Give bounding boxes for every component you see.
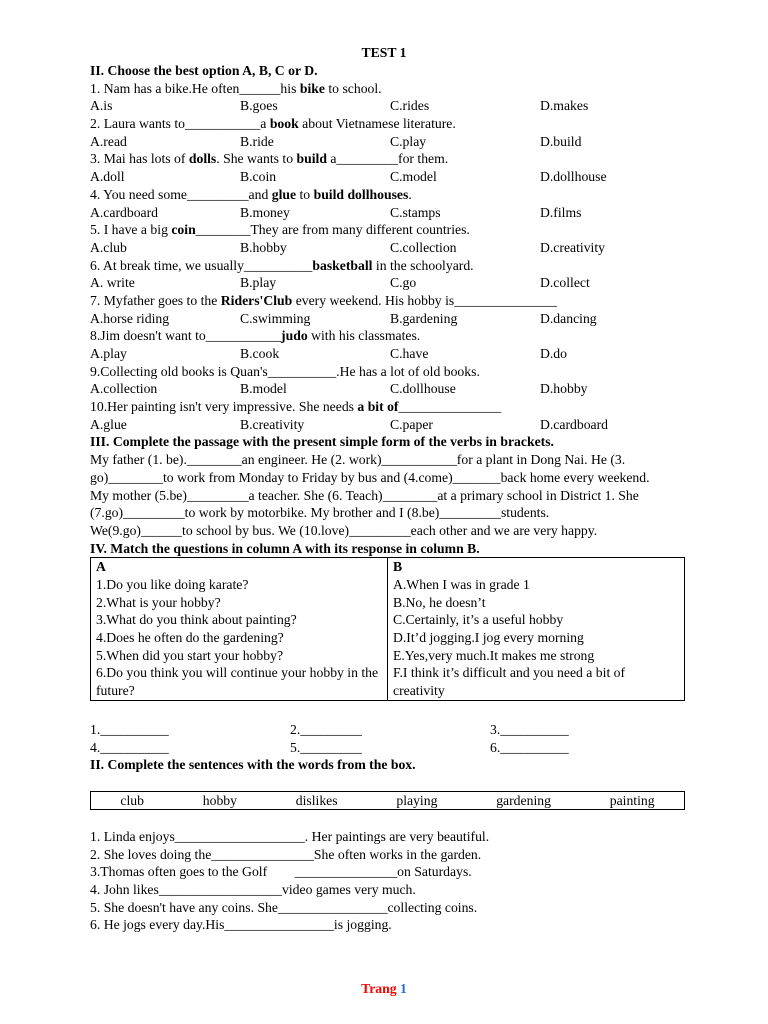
section-heading-wordbox: II. Complete the sentences with the words from the box. (90, 757, 416, 773)
column-a (91, 558, 388, 701)
option-row (90, 168, 710, 186)
response-item: E.Yes,very much.It makes me strong (393, 647, 595, 663)
answer-option: D.dancing (540, 310, 597, 326)
option-row (90, 310, 710, 328)
question-keyword: glue (271, 186, 297, 202)
sentence-item: 5. She doesn't have any coins. She________________collecting coins. (90, 899, 478, 915)
question-keyword: build dollhouses (313, 186, 409, 202)
answer-option: D.creativity (540, 239, 605, 255)
answer-option: B.cook (240, 346, 280, 361)
response-item: B.No, he doesn’t (393, 594, 486, 610)
question-text: 8.Jim doesn't want to___________ (90, 328, 282, 344)
answer-option: B.goes (240, 98, 278, 114)
question-item: 3.What do you think about painting? (96, 612, 297, 628)
worksheet-content (90, 62, 710, 934)
answer-option: A.glue (90, 416, 127, 432)
matching-table (90, 557, 685, 701)
word-box-item: painting (609, 792, 655, 808)
answer-blank: 5._________ (290, 739, 362, 755)
question-keyword: bike (299, 80, 325, 96)
column-b-header: B (393, 559, 403, 575)
answer-option: A.play (90, 346, 127, 361)
passage-line: We(9.go)______to school by bus. We (10.love)_________each other and we are very happy. (90, 522, 598, 538)
footer-page-number: 1 (400, 981, 407, 996)
matching-table-row (91, 558, 685, 701)
answer-option: C.collection (390, 239, 457, 255)
answer-option: A.is (90, 98, 113, 114)
option-row (90, 133, 710, 151)
question-item: 2.What is your hobby? (96, 594, 221, 610)
section-heading-choose: II. Choose the best option A, B, C or D. (90, 63, 318, 78)
footer-label: Trang (361, 981, 397, 996)
question-text: . (408, 186, 412, 202)
answer-blank: 6.__________ (490, 739, 569, 755)
answer-option: B.play (240, 275, 277, 291)
response-item: A.When I was in grade 1 (393, 576, 530, 592)
question-stem (90, 150, 710, 168)
response-item: C.Certainly, it’s a useful hobby (393, 612, 564, 628)
answer-option: A.cardboard (90, 204, 159, 220)
sentence-item: 6. He jogs every day.His________________is jogging. (90, 917, 392, 933)
question-text: to school. (324, 80, 382, 96)
answer-option: D.dollhouse (540, 169, 607, 185)
question-stem (90, 363, 710, 381)
question-keyword: build (296, 151, 327, 167)
answer-option: B.gardening (390, 310, 458, 326)
option-row (90, 345, 710, 363)
answer-option: D.cardboard (540, 416, 609, 432)
answer-row (90, 739, 710, 757)
answer-option: D.build (540, 133, 582, 149)
option-row (90, 97, 710, 115)
question-keyword: basketball (312, 257, 373, 273)
question-keyword: a bit of (357, 399, 399, 415)
question-item: 5.When did you start your hobby? (96, 647, 284, 663)
answer-blank: 2._________ (290, 721, 362, 737)
answer-option: A.collection (90, 381, 158, 397)
question-keyword: book (269, 116, 299, 132)
passage-line: go)________to work from Monday to Friday by bus and (4.come)_______back home every weekend. (90, 469, 650, 485)
question-stem (90, 398, 710, 416)
question-keyword: dolls (188, 151, 217, 167)
word-box (90, 791, 685, 810)
answer-option: D.hobby (540, 381, 588, 397)
answer-option: C.model (390, 169, 437, 185)
answer-option: D.makes (540, 98, 589, 114)
question-text: a_________for them. (326, 151, 449, 167)
word-box-item: playing (396, 792, 438, 808)
answer-option: C.play (390, 133, 427, 149)
multiple-choice-list (90, 80, 710, 434)
question-text: 4. You need some_________and (90, 186, 272, 202)
answer-option: B.ride (240, 133, 274, 149)
option-row (90, 239, 710, 257)
question-stem (90, 80, 710, 98)
sentence-item: 3.Thomas often goes to the Golf _______________on Saturdays. (90, 864, 472, 880)
question-text: 5. I have a big (90, 222, 172, 238)
answer-option: B.creativity (240, 416, 305, 432)
question-text: to (296, 186, 314, 202)
question-keyword: coin (171, 222, 196, 238)
word-box-item: gardening (496, 792, 551, 808)
question-keyword: judo (281, 328, 308, 344)
question-text: every weekend. His hobby is_______________ (292, 292, 557, 308)
question-text: with his classmates. (307, 328, 421, 344)
question-stem (90, 221, 710, 239)
question-item: 1.Do you like doing karate? (96, 576, 249, 592)
question-stem (90, 257, 710, 275)
question-text: about Vietnamese literature. (298, 116, 456, 132)
sentence-item: 1. Linda enjoys___________________. Her paintings are very beautiful. (90, 828, 490, 844)
answer-option: C.swimming (240, 310, 311, 326)
column-a-header: A (96, 559, 106, 575)
section-heading-match: IV. Match the questions in column A with its response in column B. (90, 540, 480, 556)
question-text: in the schoolyard. (372, 257, 474, 273)
question-stem (90, 327, 710, 345)
answer-option: A.horse riding (90, 310, 170, 326)
question-text: 2. Laura wants to___________a (90, 116, 270, 132)
answer-row (90, 721, 710, 739)
question-stem (90, 292, 710, 310)
answer-option: D.do (540, 346, 567, 361)
question-text: 9.Collecting old books is Quan's__________.He has a lot of old books. (90, 363, 480, 379)
question-text: 1. Nam has a bike.He often______his (90, 80, 300, 96)
column-b (388, 558, 685, 701)
question-text: _______________ (398, 399, 502, 415)
answer-option: B.model (240, 381, 287, 397)
answer-option: A.club (90, 239, 127, 255)
verb-passage (90, 451, 710, 539)
answer-option: C.stamps (390, 204, 441, 220)
answer-option: C.have (390, 346, 429, 361)
passage-line: My father (1. be).________an engineer. He (2. work)___________for a plant in Dong Nai. He (3. (90, 452, 626, 468)
page-footer (0, 980, 768, 998)
response-item: D.It’d jogging.I jog every morning (393, 630, 584, 646)
question-text: ________They are from many different countries. (195, 222, 470, 238)
answer-blank: 1.__________ (90, 721, 169, 737)
passage-line: My mother (5.be)_________a teacher. She (6. Teach)________at a primary school in District 1. She (90, 487, 639, 503)
question-item: 6.Do you think you will continue your hobby in the future? (96, 665, 379, 699)
answer-blank: 3.__________ (490, 721, 569, 737)
question-stem (90, 186, 710, 204)
answer-option: A. write (90, 275, 135, 291)
answer-option: C.rides (390, 98, 430, 114)
question-text: 3. Mai has lots of (90, 151, 189, 167)
answer-blank: 4.__________ (90, 739, 169, 755)
answer-option: B.coin (240, 169, 277, 185)
question-text: 10.Her painting isn't very impressive. She needs (90, 399, 358, 415)
question-text: . She wants to (216, 151, 297, 167)
answer-option: C.go (390, 275, 417, 291)
option-row (90, 416, 710, 434)
response-item: F.I think it’s difficult and you need a bit of creativity (393, 665, 626, 699)
word-box-item: club (120, 792, 144, 808)
answer-option: A.doll (90, 169, 125, 185)
answer-option: B.hobby (240, 239, 287, 255)
word-box-item: dislikes (295, 792, 338, 808)
question-keyword: Riders'Club (220, 292, 293, 308)
answer-option: C.dollhouse (390, 381, 456, 397)
option-row (90, 204, 710, 222)
option-row (90, 274, 710, 292)
question-text: 6. At break time, we usually__________ (90, 257, 313, 273)
question-item: 4.Does he often do the gardening? (96, 630, 284, 646)
section-heading-passage: III. Complete the passage with the present simple form of the verbs in brackets. (90, 434, 554, 450)
answer-option: D.films (540, 204, 582, 220)
answer-option: C.paper (390, 416, 433, 432)
option-row (90, 380, 710, 398)
sentence-item: 4. John likes__________________video games very much. (90, 882, 416, 897)
question-stem (90, 115, 710, 133)
passage-line: (7.go)_________to work by motorbike. My brother and I (8.be)_________students. (90, 505, 550, 521)
question-text: 7. Myfather goes to the (90, 292, 221, 308)
answer-option: D.collect (540, 275, 590, 291)
sentence-item: 2. She loves doing the_______________She often works in the garden. (90, 846, 482, 862)
answer-option: B.money (240, 204, 290, 220)
word-box-item: hobby (202, 792, 237, 808)
answer-option: A.read (90, 133, 127, 149)
page-title: TEST 1 (361, 45, 407, 60)
